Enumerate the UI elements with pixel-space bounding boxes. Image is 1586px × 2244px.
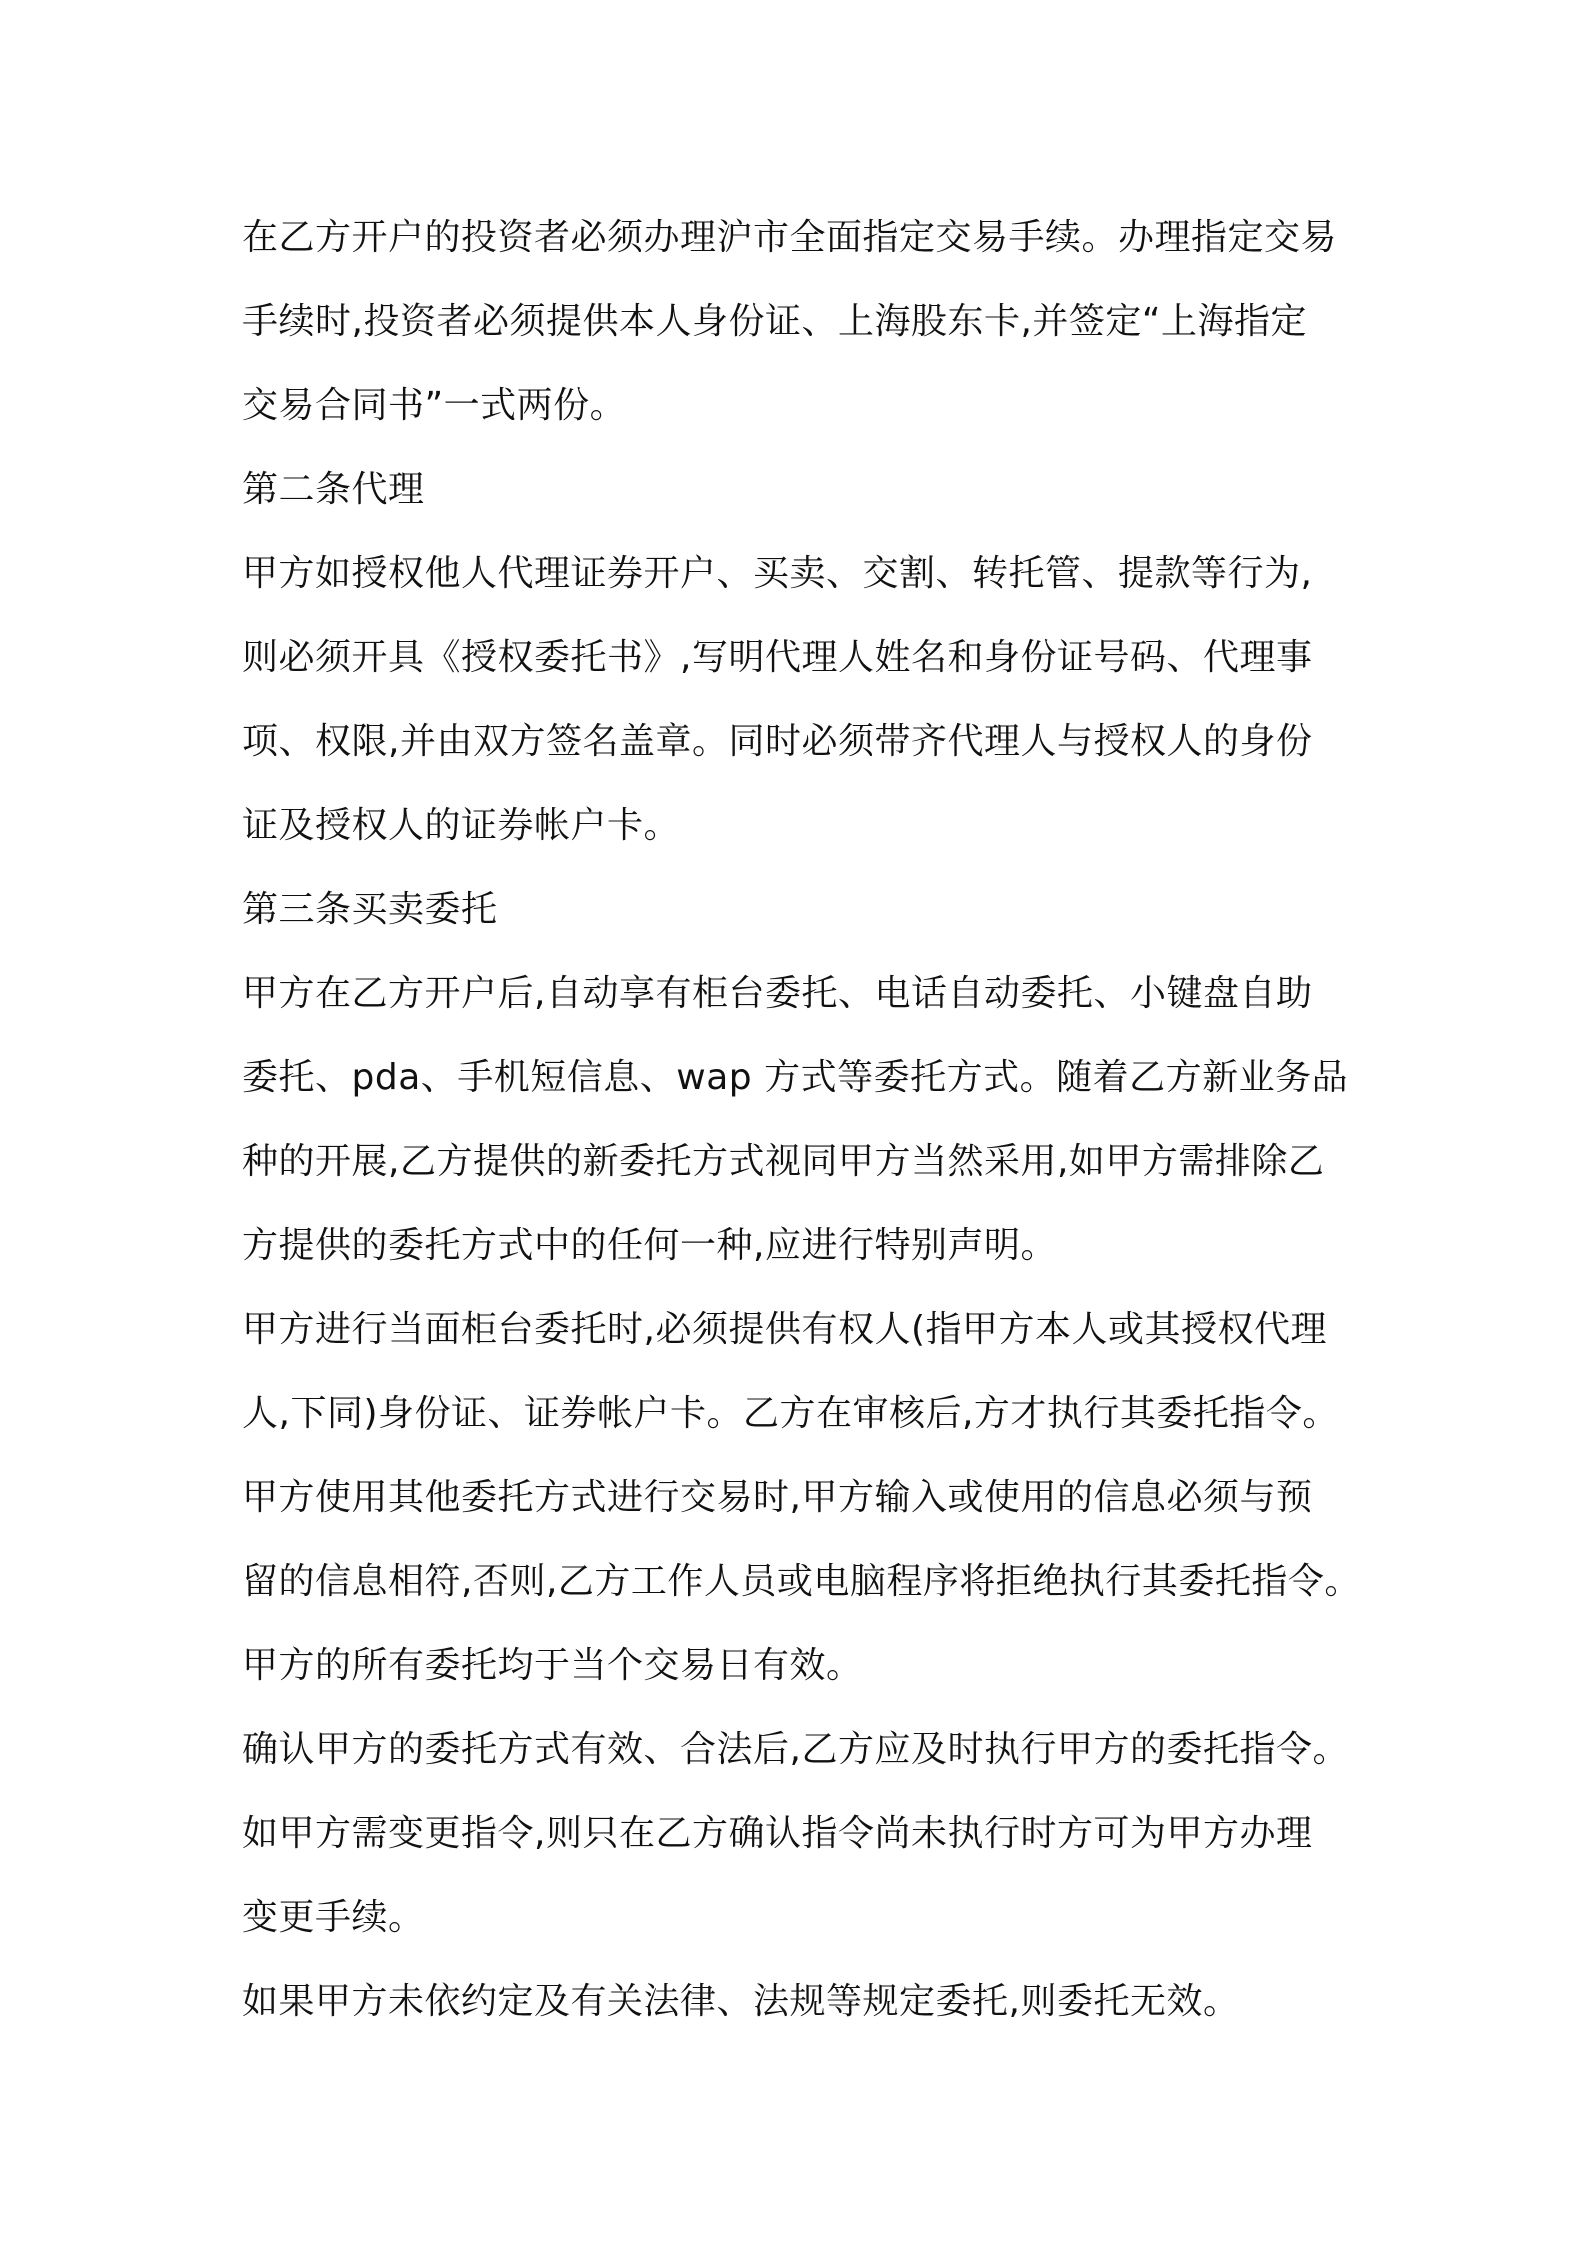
text-line: 项、权限,并由双方签名盖章。同时必须带齐代理人与授权人的身份 — [242, 721, 1313, 762]
text-line: 甲方在乙方开户后,自动享有柜台委托、电话自动委托、小键盘自助 — [242, 973, 1313, 1014]
text-line: 如甲方需变更指令,则只在乙方确认指令尚未执行时方可为甲方办理 — [242, 1813, 1313, 1854]
text-line: 甲方使用其他委托方式进行交易时,甲方输入或使用的信息必须与预 — [242, 1477, 1313, 1518]
text-line: 甲方的所有委托均于当个交易日有效。 — [242, 1645, 863, 1686]
section-heading: 第二条代理 — [242, 469, 425, 510]
text-line: 方提供的委托方式中的任何一种,应进行特别声明。 — [242, 1225, 1057, 1266]
text-line: 交易合同书”一式两份。 — [242, 385, 627, 426]
text-line: 甲方进行当面柜台委托时,必须提供有权人(指甲方本人或其授权代理 — [242, 1309, 1327, 1350]
text-line: 变更手续。 — [242, 1897, 425, 1938]
section-heading: 第三条买卖委托 — [242, 889, 498, 930]
text-line: 种的开展,乙方提供的新委托方式视同甲方当然采用,如甲方需排除乙 — [242, 1141, 1325, 1182]
text-line: 人,下同)身份证、证券帐户卡。乙方在审核后,方才执行其委托指令。 — [242, 1393, 1339, 1434]
text-line: 甲方如授权他人代理证券开户、买卖、交割、转托管、提款等行为, — [242, 553, 1313, 594]
text-line: 在乙方开户的投资者必须办理沪市全面指定交易手续。办理指定交易 — [242, 217, 1338, 258]
text-line: 委托、pda、手机短信息、wap 方式等委托方式。随着乙方新业务品 — [242, 1057, 1349, 1098]
text-line: 确认甲方的委托方式有效、合法后,乙方应及时执行甲方的委托指令。 — [242, 1729, 1349, 1770]
document-body — [242, 196, 1372, 2044]
text-line: 如果甲方未依约定及有关法律、法规等规定委托,则委托无效。 — [242, 1981, 1240, 2022]
text-line: 留的信息相符,否则,乙方工作人员或电脑程序将拒绝执行其委托指令。 — [242, 1561, 1361, 1602]
text-line: 手续时,投资者必须提供本人身份证、上海股东卡,并签定“上海指定 — [242, 301, 1308, 342]
text-line: 则必须开具《授权委托书》,写明代理人姓名和身份证号码、代理事 — [242, 637, 1313, 678]
text-line: 证及授权人的证券帐户卡。 — [242, 805, 681, 846]
